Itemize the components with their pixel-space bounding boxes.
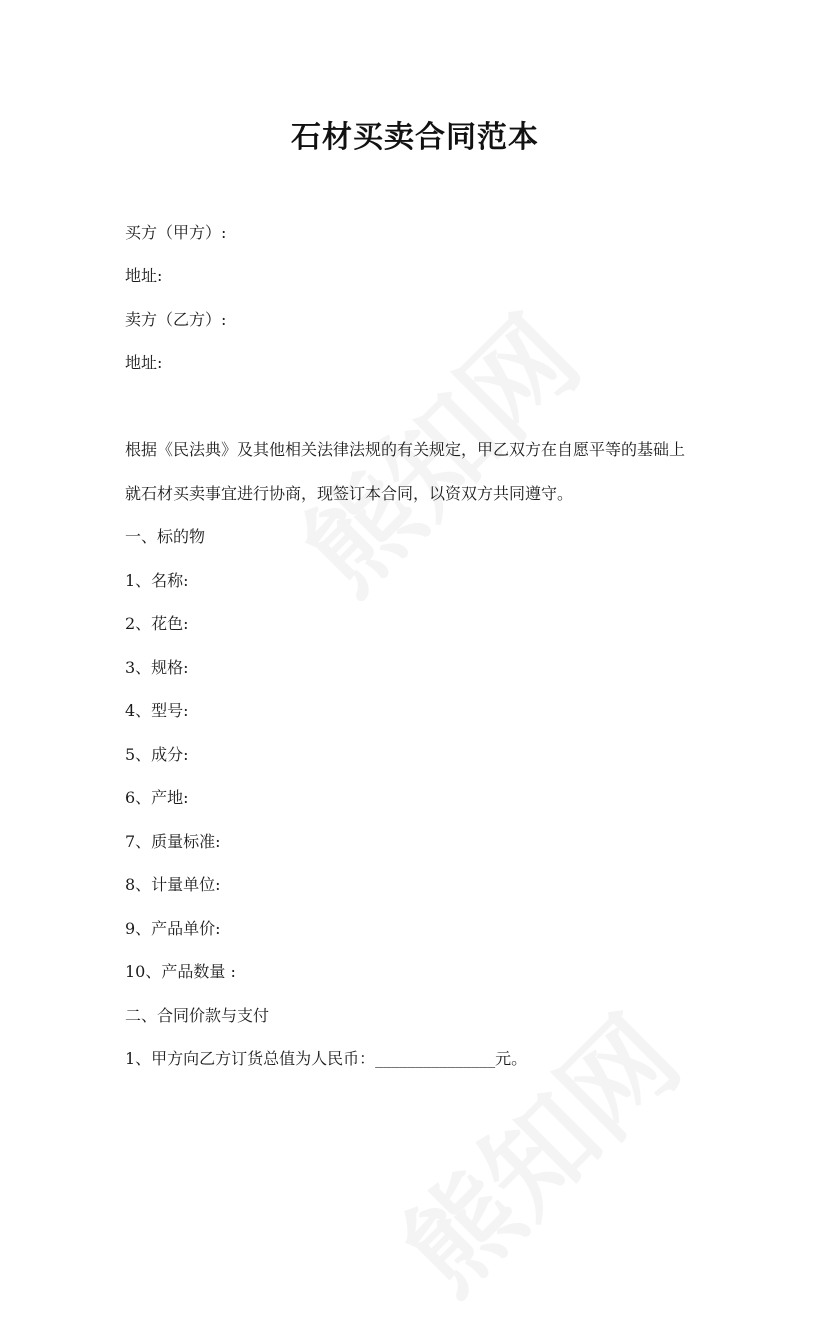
- watermark: [362, 976, 707, 1321]
- list-item: 2、花色:: [125, 614, 189, 633]
- list-item: 8、计量单位:: [125, 875, 221, 894]
- buyer-label: 买方（甲方）:: [125, 223, 227, 242]
- document-title: 石材买卖合同范本: [291, 120, 539, 155]
- intro-paragraph-line-2: 就石材买卖事宜进行协商，现签订本合同，以资双方共同遵守。: [125, 484, 574, 503]
- list-item: 9、产品单价:: [125, 919, 221, 938]
- list-item: 7、质量标准:: [125, 832, 221, 851]
- payment-item-1: 1、甲方向乙方订货总值为人民币：_______________元。: [125, 1049, 528, 1068]
- section-heading-price-payment: 二、合同价款与支付: [125, 1006, 270, 1025]
- intro-paragraph-line-1: 根据《民法典》及其他相关法律法规的有关规定，甲乙双方在自愿平等的基础上: [125, 440, 686, 459]
- list-item: 1、名称:: [125, 571, 189, 590]
- seller-address-label: 地址:: [125, 353, 163, 372]
- list-item: 3、规格:: [125, 658, 189, 677]
- list-item: 6、产地:: [125, 788, 189, 807]
- list-item: 5、成分:: [125, 745, 189, 764]
- seller-label: 卖方（乙方）:: [125, 310, 227, 329]
- buyer-address-label: 地址:: [125, 266, 163, 285]
- list-item: 4、型号:: [125, 701, 189, 720]
- section-heading-subject-matter: 一、标的物: [125, 527, 206, 546]
- list-item: 10、产品数量 :: [125, 962, 236, 981]
